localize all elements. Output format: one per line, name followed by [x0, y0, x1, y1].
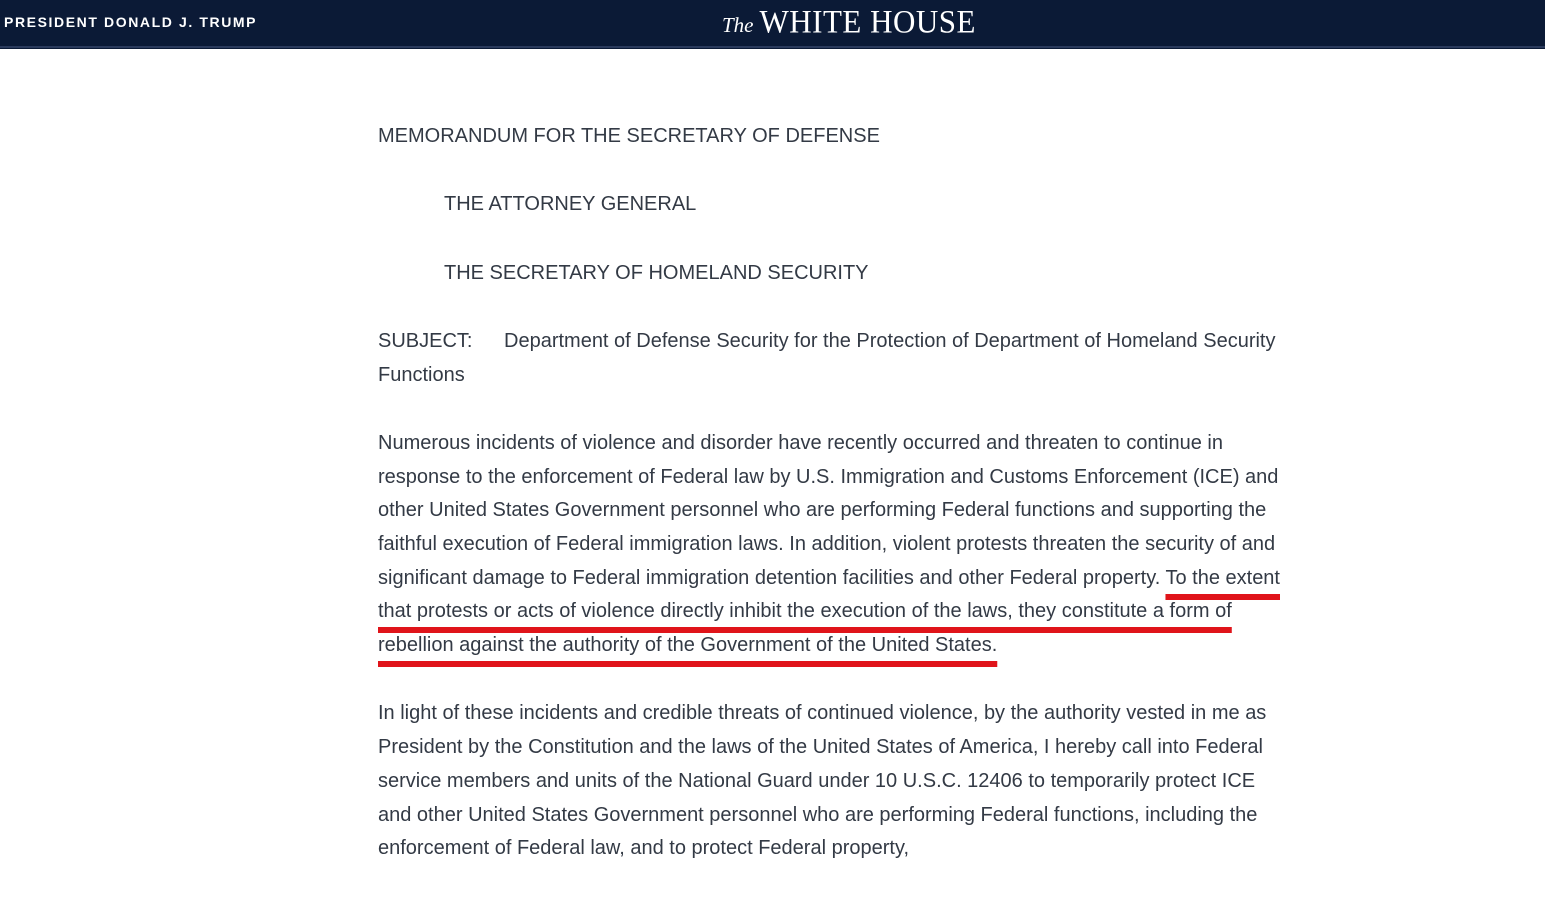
memo-paragraph-1 [378, 427, 1293, 663]
subject-text: Department of Defense Security for the Protection of Department of Homeland Security Functions [378, 329, 1276, 386]
memorandum-body [378, 120, 1293, 866]
white-house-logo[interactable] [722, 4, 976, 40]
logo-white-house-text: WHITE HOUSE [759, 3, 976, 40]
memo-addressee-3: THE SECRETARY OF HOMELAND SECURITY [444, 261, 869, 284]
memo-addressee-2: THE ATTORNEY GENERAL [444, 193, 697, 216]
paragraph-1-text: Numerous incidents of violence and disorder have recently occurred and threaten to continue in response to the enforcement of Federal law by U.S. Immigration and Customs Enforcement (ICE) and other United States Government personnel who are performing Federal functions and supporting the faithful execution of Federal immigration laws. In addition, violent protests threaten the security of and significant damage to Federal immigration detention facilities and other Federal property. [378, 431, 1279, 589]
logo-the-text: The [722, 13, 754, 37]
memo-addressee-1: MEMORANDUM FOR THE SECRETARY OF DEFENSE [378, 125, 880, 147]
subject-label: SUBJECT: [378, 329, 473, 352]
memo-subject [378, 325, 1293, 392]
president-nav-link[interactable]: PRESIDENT DONALD J. TRUMP [4, 14, 258, 30]
site-header [0, 0, 1545, 49]
paragraph-2-text: In light of these incidents and credible threats of continued violence, by the authority vested in me as President by the Constitution and the laws of the United States of America, I hereby call into Federal service members and units of the National Guard under 10 U.S.C. 12406 to temporarily protect ICE and other United States Government personnel who are performing Federal functions, including the enforcement of Federal law, and to protect Federal property, [378, 702, 1267, 860]
memo-paragraph-2 [378, 697, 1293, 866]
highlighted-sentence: To the extent that protests or acts of violence directly inhibit the execution of the laws, they constitute a form of rebellion against the authority of the Government of the United States. [378, 566, 1280, 657]
